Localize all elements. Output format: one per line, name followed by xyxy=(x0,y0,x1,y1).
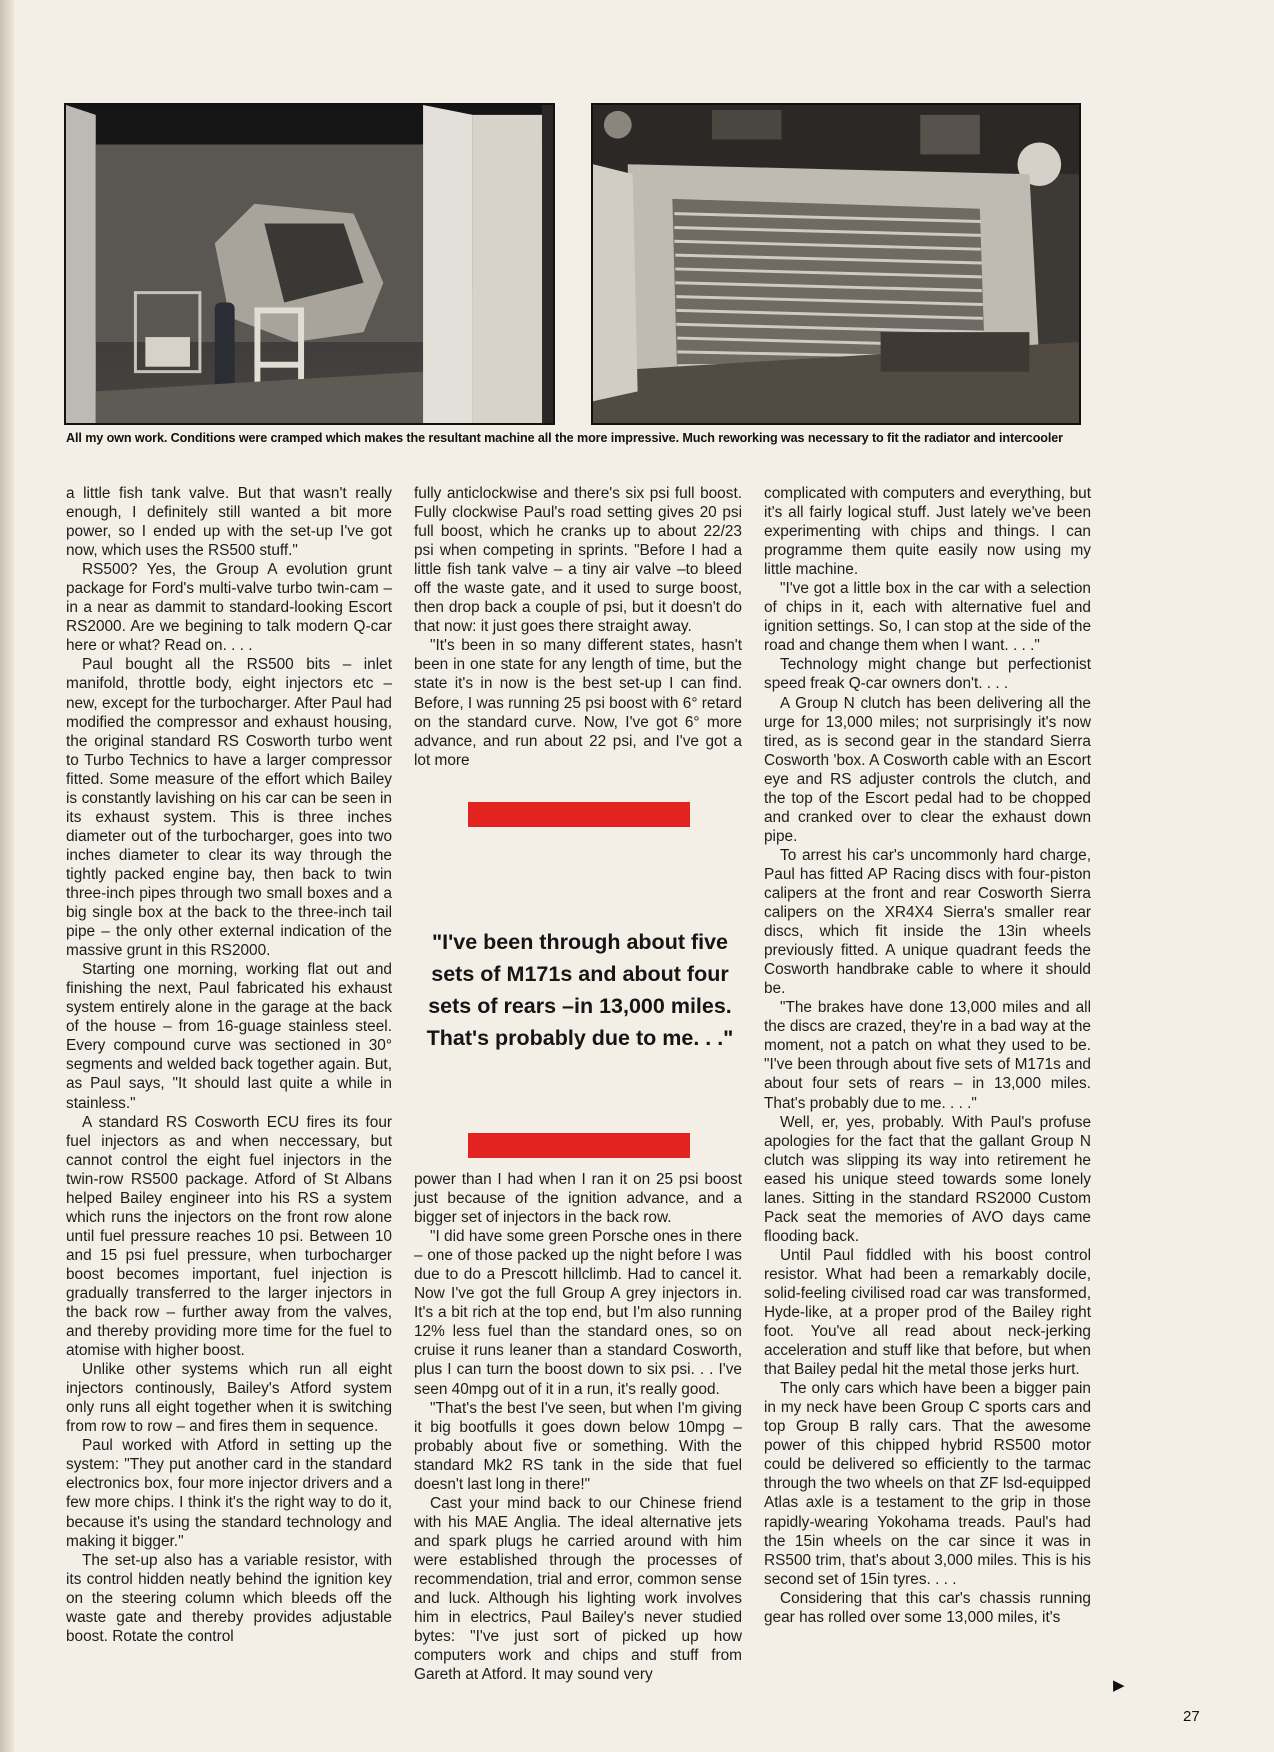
paragraph: a little fish tank valve. But that wasn't really enough, I definitely still wanted a bit more power, so I ended up with the set-up I've got now, which uses the RS500 stuff." xyxy=(66,485,392,560)
text-column-1 xyxy=(66,484,392,1646)
paragraph: Well, er, yes, probably. With Paul's profuse apologies for the fact that the gallant Group N clutch was slipping its way into retirement he eased his unique steed towards some lonely lanes. Sitting in the standard RS2000 Custom Pack seat the memories of AVO days came flooding back. xyxy=(764,1113,1091,1245)
paragraph: A Group N clutch has been delivering all the urge for 13,000 miles; not surprisingly it's now tired, as is second gear in the standard Sierra Cosworth 'box. A Cosworth cable with an Escort eye and RS adjuster controls the clutch, and the top of the Escort pedal had to be chopped and cranked over to clear the exhaust down pipe. xyxy=(764,694,1091,845)
paragraph: RS500? Yes, the Group A evolution grunt package for Ford's multi-valve turbo twin-cam – in a near as dammit to standard-looking Escort RS2000. Are we begining to talk modern Q-car here or what? Read on. . . . xyxy=(66,561,392,655)
paragraph: To arrest his car's uncommonly hard charge, Paul has fitted AP Racing discs with four-piston calipers at the front and rear Cosworth Sierra calipers on the XR4X4 Sierra's smaller rear discs, which fit inside the 13in wheels previously fitted. A unique quadrant feeds the Cosworth handbrake cable to where it should be. xyxy=(764,846,1091,998)
photo-garage xyxy=(64,103,555,425)
paragraph: "I've got a little box in the car with a selection of chips in it, each with alternative fuel and ignition settings. So, I can stop at the side of the road and change them when I want. . . ." xyxy=(764,580,1091,655)
text-column-3 xyxy=(764,484,1091,1627)
paragraph: "The brakes have done 13,000 miles and all the discs are crazed, they're in a bad way at the moment, not a patch on what they used to be. "I've been through about five sets of M171s and about four sets of rears – in 13,000 miles. That's probably due to me. . . ." xyxy=(764,999,1091,1112)
paragraph: The set-up also has a variable resistor, with its control hidden neatly behind the ignition key on the steering column which bleeds off the waste gate and thereby provides adjustable boost. Rotate the control xyxy=(66,1551,392,1645)
paragraph: Until Paul fiddled with his boost control resistor. What had been a remarkably docile, solid-feeling civilised road car was transformed, Hyde-like, at a proper prod of the Bailey right foot. You've all read about neck-jerking acceleration and stuff like that before, but when that Bailey pedal hit the metal those jerks hurt. xyxy=(764,1246,1091,1379)
paragraph: "That's the best I've seen, but when I'm giving it big bootfulls it goes down below 10mpg – probably about five or something. With the standard Mk2 RS tank in the side that fuel doesn't last long in there!" xyxy=(414,1399,742,1493)
text-column-2-bottom xyxy=(414,1170,742,1684)
right-triangle-icon: ▶ xyxy=(1113,1677,1125,1694)
pullquote-rule-top xyxy=(468,802,690,827)
paragraph: The only cars which have been a bigger pain in my neck have been Group C sports cars and top Group B rally cars. That the awesome power of this chipped hybrid RS500 motor could be delivered so efficiently to the tarmac through the two wheels on that ZF lsd-equipped Atlas axle is a testament to the grip in those rapidly-wearing Yokohama treads. Paul's had the 15in wheels on the car since it was in RS500 trim, that's about 3,000 miles. This is his second set of 15in tyres. . . . xyxy=(764,1380,1091,1588)
page-number: 27 xyxy=(1183,1708,1200,1725)
paragraph: complicated with computers and everything, but it's all fairly logical stuff. Just lately we've been experimenting with chips and things. I can programme them quite easily now using my little machine. xyxy=(764,485,1091,579)
pull-quote: "I've been through about five sets of M171s and about four sets of rears –in 13,000 miles. That's probably due to me. . ." xyxy=(426,930,734,1050)
paragraph: Starting one morning, working flat out and finishing the next, Paul fabricated his exhaust system entirely alone in the garage at the back of the house – from 16-guage stainless steel. Every compound curve was sectioned in 30° segments and welded back together again. But, as Paul says, "It should last quite a while in stainless." xyxy=(66,961,392,1112)
paragraph: power than I had when I ran it on 25 psi boost just because of the ignition advance, and a bigger set of injectors in the back row. xyxy=(414,1171,742,1227)
paragraph: Paul bought all the RS500 bits – inlet manifold, throttle body, eight injectors etc – new, except for the turbocharger. After Paul had modified the compressor and exhaust housing, the original standard RS Cosworth turbo went to Turbo Technics to have a larger compressor fitted. Some measure of the effort which Bailey is constantly lavishing on his car can be seen in its exhaust system. This is three inches diameter out of the turbocharger, goes into two inches diameter to clear its way through the tightly packed engine bay, then back to twin three-inch pipes through two small boxes and a big single box at the back to the three-inch tail pipe – the only other external indication of the massive grunt in this RS2000. xyxy=(66,656,392,960)
paragraph: Technology might change but perfectionist speed freak Q-car owners don't. . . . xyxy=(764,656,1091,693)
paragraph: Considering that this car's chassis running gear has rolled over some 13,000 miles, it's xyxy=(764,1589,1091,1626)
text-column-2-top xyxy=(414,484,742,770)
paragraph: fully anticlockwise and there's six psi full boost. Fully clockwise Paul's road setting gives 20 psi full boost, which he cranks up to about 22/23 psi when competing in sprints. "Before I had a little fish tank valve – a tiny air valve –to bleed off the waste gate, and it used to surge boost, then drop back a couple of psi, but it doesn't do that now: it just goes there straight away. xyxy=(414,485,742,636)
photo-radiator-intercooler xyxy=(591,103,1081,425)
paragraph: A standard RS Cosworth ECU fires its four fuel injectors as and when neccessary, but cannot control the eight fuel injectors in the twin-row RS500 package. Atford of St Albans helped Bailey engineer into his RS a system which runs the injectors on the front row alone until fuel pressure reaches 10 psi. Between 10 and 15 psi fuel pressure, when turbocharger boost becomes important, fuel injection is gradually transferred to the larger injectors in the back row – further away from the valves, and thereby providing more time for the fuel to atomise with higher boost. xyxy=(66,1113,392,1360)
paragraph: "I did have some green Porsche ones in there – one of those packed up the night before I was due to do a Prescott hillclimb. Had to cancel it. Now I've got the full Group A grey injectors in. It's a bit rich at the top end, but I'm also running 12% less fuel than the standard ones, so on cruise it runs leaner than a standard Cosworth, plus I can turn the boost down to six psi. . . I've seen 40mpg out of it in a run, it's really good. xyxy=(414,1228,742,1398)
paragraph: "It's been in so many different states, hasn't been in one state for any length of time, but the state it's in now is the best set-up I can find. Before, I was running 25 psi boost with 6° retard on the standard curve. Now, I've got 6° more advance, and run about 22 psi, and I've got a lot more xyxy=(414,637,742,769)
photo-caption: All my own work. Conditions were cramped which makes the resultant machine all the more impressive. Much reworking was necessary to fit the radiator and intercooler xyxy=(66,431,1063,445)
paragraph: Paul worked with Atford in setting up the system: "They put another card in the standard electronics box, four more injector drivers and a few more chips. I think it's the right way to do it, because it's using the standard technology and making it bigger." xyxy=(66,1437,392,1550)
page-spine-shadow xyxy=(0,0,14,1752)
pullquote-rule-bottom xyxy=(468,1133,690,1158)
paragraph: Cast your mind back to our Chinese friend with his MAE Anglia. The ideal alternative jets and spark plugs he carried around with him were established through the processes of recommendation, trial and error, common sense and luck. Although his lighting work involves him in electrics, Paul Bailey's never studied bytes: "I've just sort of picked up how computers work and chips and stuff from Gareth at Atford. It may sound very xyxy=(414,1494,742,1684)
paragraph: Unlike other systems which run all eight injectors continously, Bailey's Atford system only runs all eight together when it is switching from row to row – and fires them in sequence. xyxy=(66,1361,392,1436)
